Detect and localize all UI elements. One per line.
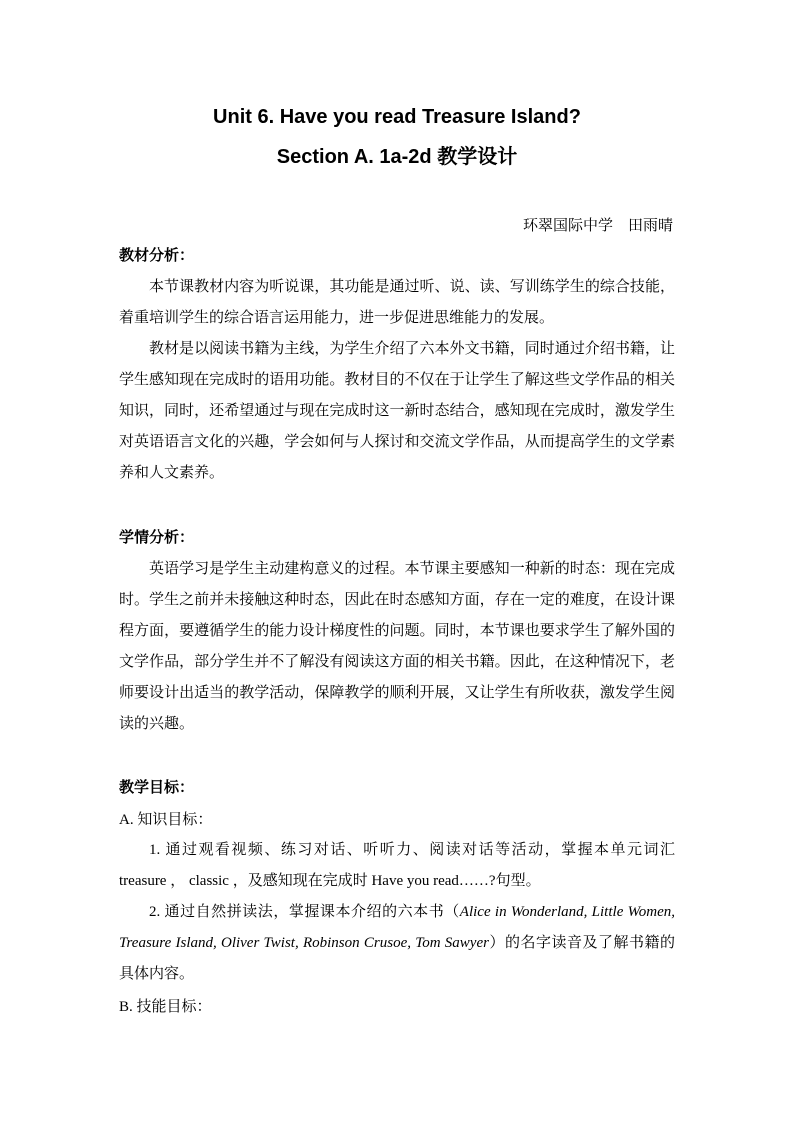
- materials-heading: 教材分析：: [119, 248, 195, 264]
- knowledge-objectives-label: A. 知识目标：: [119, 812, 213, 828]
- skills-objectives-label: B. 技能目标：: [119, 999, 212, 1015]
- objective-2-prefix: 2. 通过自然拼读法，掌握课本介绍的六本书（: [149, 904, 460, 920]
- document-title: Unit 6. Have you read Treasure Island?: [213, 106, 581, 128]
- students-heading: 学情分析：: [119, 530, 195, 546]
- book-titles-list: Alice in Wonderland, Little Women, Treasure Island, Oliver Twist, Robinson Crusoe, Tom Sawyer: [119, 904, 675, 951]
- author-line: 环翠国际中学 田雨晴: [522, 218, 673, 234]
- objective-2-suffix: ）的名字读音及了解书籍的具体内容。: [119, 935, 675, 982]
- objectives-heading: 教学目标：: [119, 780, 195, 796]
- materials-paragraph-1: 本节课教材内容为听说课，其功能是通过听、说、读、写训练学生的综合技能，着重培训学生的综合语言运用能力，进一步促进思维能力的发展。: [119, 279, 675, 326]
- students-paragraph-1: 英语学习是学生主动建构意义的过程。本节课主要感知一种新的时态：现在完成时。学生之前并未接触这种时态，因此在时态感知方面，存在一定的难度，在设计课程方面，要遵循学生的能力设计梯度性的问题。同时，本节课也要求学生了解外国的文学作品，部分学生并不了解没有阅读这方面的相关书籍。因此，在这种情况下，老师要设计出适当的教学活动，保障教学的顺利开展，又让学生有所收获，激发学生阅读的兴趣。: [119, 561, 675, 732]
- document-subtitle: Section A. 1a-2d 教学设计: [276, 146, 518, 168]
- knowledge-objective-1: 1. 通过观看视频、练习对话、听听力、阅读对话等活动，掌握本单元词汇 treasure ， classic ，及感知现在完成时 Have you read……?句型。: [119, 842, 675, 889]
- knowledge-objective-2: [119, 897, 675, 990]
- materials-paragraph-2: 教材是以阅读书籍为主线，为学生介绍了六本外文书籍，同时通过介绍书籍，让学生感知现在完成时的语用功能。教材目的不仅在于让学生了解这些文学作品的相关知识，同时，还希望通过与现在完成时这一新时态结合，感知现在完成时，激发学生对英语语言文化的兴趣，学会如何与人探讨和交流文学作品，从而提高学生的文学素养和人文素养。: [119, 341, 675, 481]
